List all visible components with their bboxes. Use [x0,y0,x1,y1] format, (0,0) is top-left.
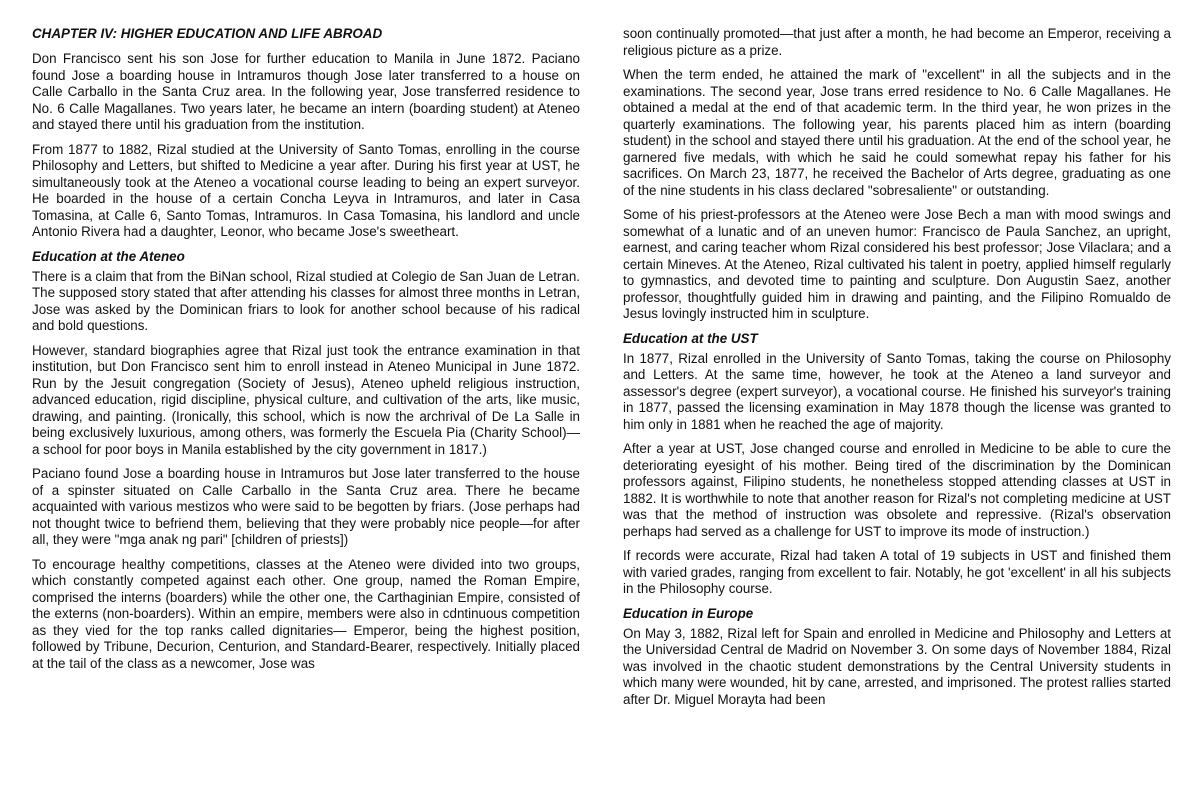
paragraph: When the term ended, he attained the mark of "excellent" in all the subjects and in the examinations. The second year, Jose trans erred residence to No. 6 Calle Magallanes. He obtained a medal at the end of that academic term. In the third year, he won prizes in the quarterly examinations. The following year, his parents placed him as intern (boarding student) in the school and stayed there until his graduation. At the end of the school year, he garnered five medals, with which he said he could somewhat repay his father for his sacrifices. On March 23, 1877, he received the Bachelor of Arts degree, graduating as one of the nine students in his class declared "sobresaliente" or outstanding. [623,67,1171,198]
section-heading-europe: Education in Europe [623,605,754,621]
paragraph: However, standard biographies agree that Rizal just took the entrance examination in that institution, but Don Francisco sent him to enroll instead in Ateneo Municipal in June 1872. Run by the Jesuit congregation (Society of Jesus), Ateneo upheld religious instruction, advanced education, rigid discipline, physical culture, and cultivation of the arts, like music, drawing, and painting. (Ironically, this school, which is now the archrival of De La Salle in being exclusively luxurious, among others, was formerly the Escuela Pia (Charity School)—a school for poor boys in Manila established by the city government in 1817.) [32,342,580,457]
paragraph: From 1877 to 1882, Rizal studied at the University of Santo Tomas, enrolling in the course Philosophy and Letters, but shifted to Medicine a year after. During his first year at UST, he simultaneously took at the Ateneo a vocational course leading to being an expert surveyor. He boarded in the house of a certain Concha Leyva in Intramuros, and later in Casa Tomasina, at Calle 6, Santo Tomas, Intramuros. In Casa Tomasina, his landlord and uncle Antonio Rivera had a daughter, Leonor, who became Jose's sweetheart. [32,141,580,239]
paragraph: If records were accurate, Rizal had taken A total of 19 subjects in UST and finished them with varied grades, ranging from excellent to fair. Notably, he got 'excellent' in all his subjects in the Philosophy course. [623,548,1171,596]
paragraph: On May 3, 1882, Rizal left for Spain and enrolled in Medicine and Philosophy and Letters at the Universidad Central de Madrid on November 3. On some days of November 1884, Rizal was involved in the chaotic student demonstrations by the Central University students in which many were wounded, hit by cane, arrested, and imprisoned. The protest rallies started after Dr. Miguel Morayta had been [623,625,1171,707]
left-column [32,26,580,680]
paragraph: soon continually promoted—that just after a month, he had become an Emperor, receiving a religious picture as a prize. [623,26,1171,58]
section-heading-ateneo: Education at the Ateneo [32,248,185,264]
paragraph: To encourage healthy competitions, classes at the Ateneo were divided into two groups, which constantly competed against each other. One group, named the Roman Empire, comprised the interns (boarders) while the other one, the Carthaginian Empire, consisted of the externs (non-boarders). Within an empire, members were also in cdntinuous competition as they vied for the top ranks called dignitaries— Emperor, being the highest position, followed by Tribune, Decurion, Centurion, and Standard-Bearer, respectively. Initially placed at the tail of the class as a newcomer, Jose was [32,556,580,671]
paragraph: After a year at UST, Jose changed course and enrolled in Medicine to be able to cure the deteriorating eyesight of his mother. Being tired of the discrimination by the Dominican professors against, Filipino students, he nonetheless stopped attending classes at UST in 1882. It is worthwhile to note that another reason for Rizal's not completing medicine at UST was that the method of instruction was obsolete and repressive. (Rizal's observation perhaps had served as a challenge for UST to improve its mode of instruction.) [623,441,1171,539]
paragraph: In 1877, Rizal enrolled in the University of Santo Tomas, taking the course on Philosophy and Letters. At the same time, however, he took at the Ateneo a land surveyor and assessor's degree (expert surveyor), a vocational course. He finished his surveyor's training in 1877, passed the licensing examination in May 1878 though the license was granted to him only in 1881 when he reached the age of majority. [623,350,1171,432]
section-heading-ust: Education at the UST [623,330,758,346]
right-column [623,26,1171,716]
paragraph: There is a claim that from the BiNan school, Rizal studied at Colegio de San Juan de Letran. The supposed story stated that after attending his classes for almost three months in Letran, Jose was asked by the Dominican friars to look for another school because of his radical and bold questions. [32,268,580,333]
chapter-title: CHAPTER IV: HIGHER EDUCATION AND LIFE ABROAD [32,26,383,41]
paragraph: Don Francisco sent his son Jose for further education to Manila in June 1872. Paciano found Jose a boarding house in Intramuros though Jose later transferred to a house on Calle Carballo in the Santa Cruz area. In the following year, Jose transferred residence to No. 6 Calle Magallanes. Two years later, he became an intern (boarding student) at Ateneo and stayed there until his graduation from the institution. [32,51,580,132]
paragraph: Paciano found Jose a boarding house in Intramuros but Jose later transferred to the house of a spinster situated on Calle Carballo in the Santa Cruz area. There he became acquainted with various mestizos who were said to be begotten by friars. (Jose perhaps had not thought twice to befriend them, believing that they were probably nice people—for after all, they were "mga anak ng pari" [children of priests]) [32,466,580,547]
paragraph: Some of his priest-professors at the Ateneo were Jose Bech a man with mood swings and somewhat of a lunatic and of an uneven humor: Francisco de Paula Sanchez, an upright, earnest, and caring teacher whom Rizal considered his best professor; Jose Vilaclara; and a certain Mineves. At the Ateneo, Rizal cultivated his talent in poetry, applied himself regularly to gymnastics, and devoted time to painting and sculpture. Don Augustin Saez, another professor, thoughtfully guided him in drawing and painting, and the Filipino Romualdo de Jesus lovingly instructed him in sculpture. [623,207,1171,321]
